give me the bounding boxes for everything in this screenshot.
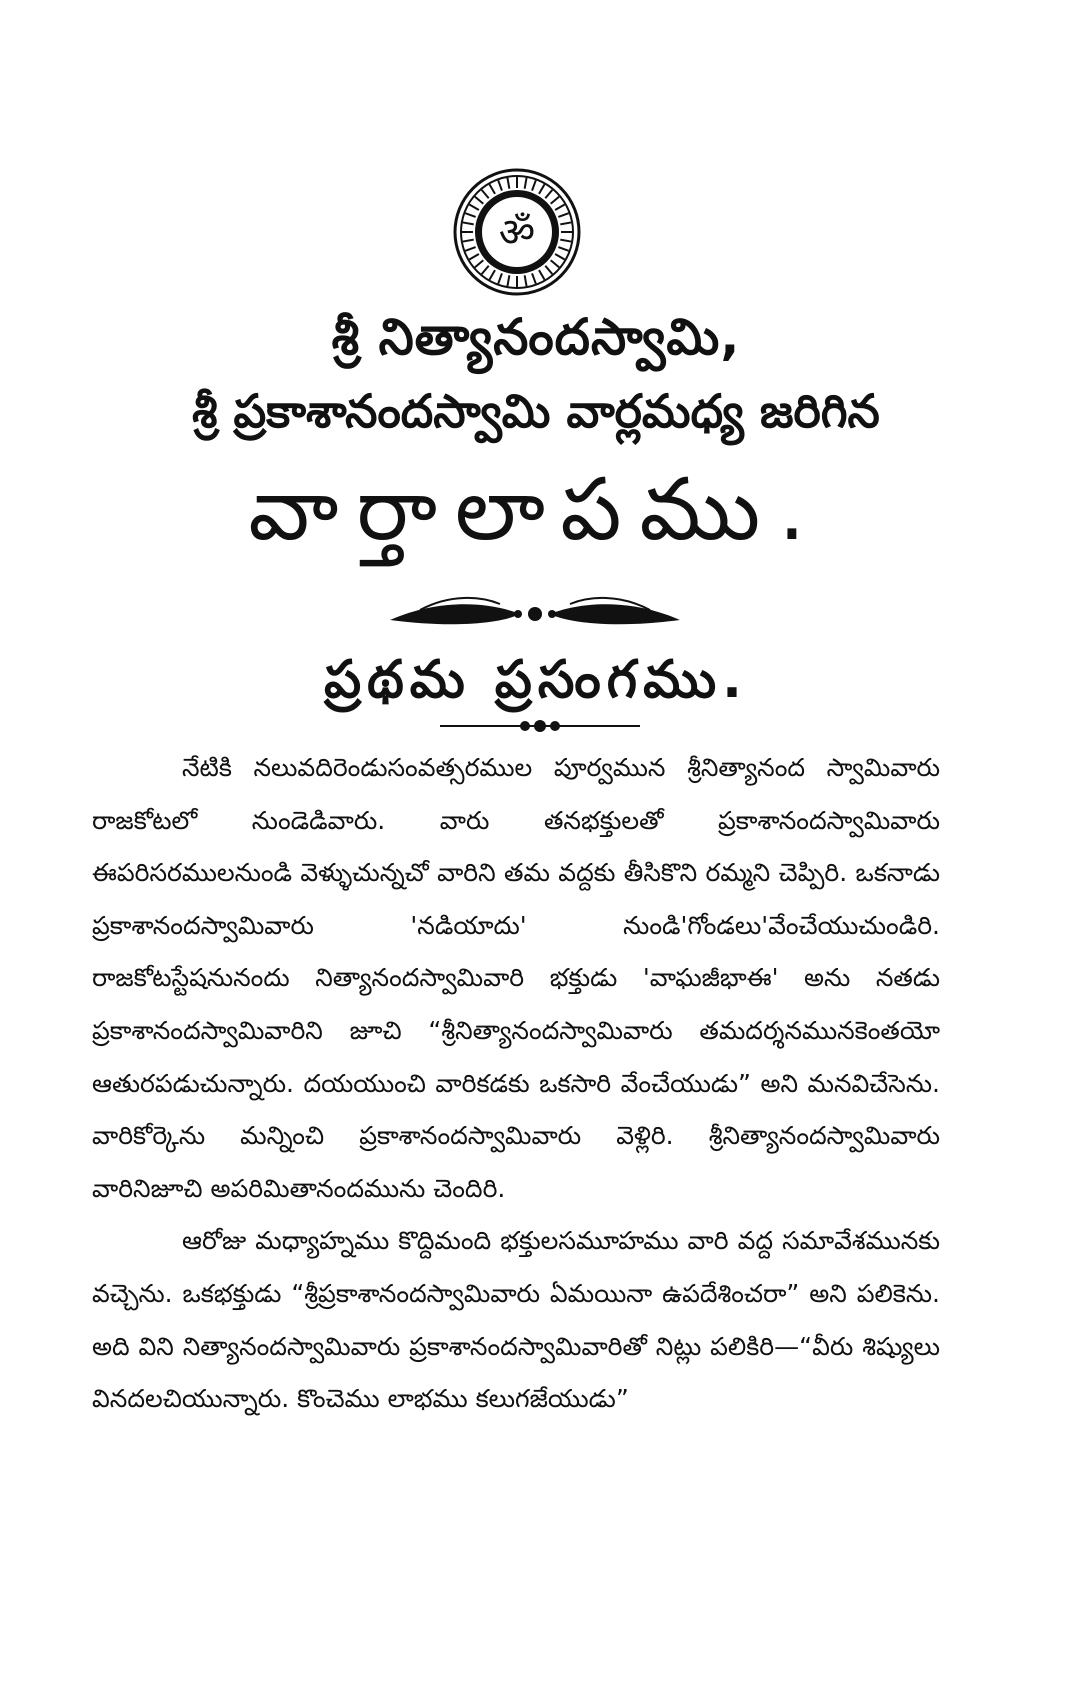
dotted-rule-divider [440, 716, 640, 736]
heading-line-2: శ్రీ ప్రకాశానందస్వామి వార్లమధ్య జరిగిన [192, 384, 880, 438]
om-symbol: ॐ [498, 210, 536, 256]
om-emblem-icon [447, 162, 587, 302]
body-text [92, 742, 940, 1426]
heading-line-1: శ్రీ నిత్యానందస్వామి, [331, 308, 741, 366]
paragraph-1: నేటికి నలువదిరెండుసంవత్సరముల పూర్వమున శ్రీనిత్యానంద స్వామివారు రాజకోటలో నుండెడివారు. వారు తనభక్తులతో ప్రకాశానందస్వామివారు ఈపరిసరములనుండి వెళ్ళుచున్నచో వారిని తమ వద్దకు తీసికొని రమ్మని చెప్పిరి. ఒకనాడు ప్రకాశానందస్వామివారు 'నడియాదు' నుండి'గోండలు'వేంచేయుచుండిరి. రాజకోటస్టేషనునందు నిత్యానందస్వామివారి భక్తుడు 'వాఘజీభాఈ' అను నతడు ప్రకాశానందస్వామివారిని జూచి “శ్రీనిత్యానందస్వామివారు తమదర్శనమునకెంతయో ఆతురపడుచున్నారు. దయయుంచి వారికడకు ఒకసారి వేంచేయుడు” అని మనవిచేసెను. వారికోర్కెను మన్నించి ప్రకాశానందస్వామివారు వెళ్లిరి. శ్రీనిత్యానందస్వామివారు వారినిజూచి అపరిమితానందమును చెందిరి. [92, 753, 940, 1203]
section-heading: ప్రథమ ప్రసంగము. [324, 650, 748, 710]
page-title: వార్తాలాపము. [248, 460, 824, 560]
scroll-ornament [380, 590, 690, 636]
paragraph-2: ఆరోజు మధ్యాహ్నము కొద్దిమంది భక్తులసమూహము వారి వద్ద సమావేశమునకు వచ్చెను. ఒకభక్తుడు “శ్రీప్రకాశానందస్వామివారు ఏమయినా ఉపదేశించరా” అని పలికెను. అది విని నిత్యానందస్వామివారు ప్రకాశానందస్వామివారితో నిట్లు పలికిరి—“వీరు శిష్యులు వినదలచియున్నారు. కొంచెము లాభము కలుగజేయుడు” [92, 1226, 940, 1414]
